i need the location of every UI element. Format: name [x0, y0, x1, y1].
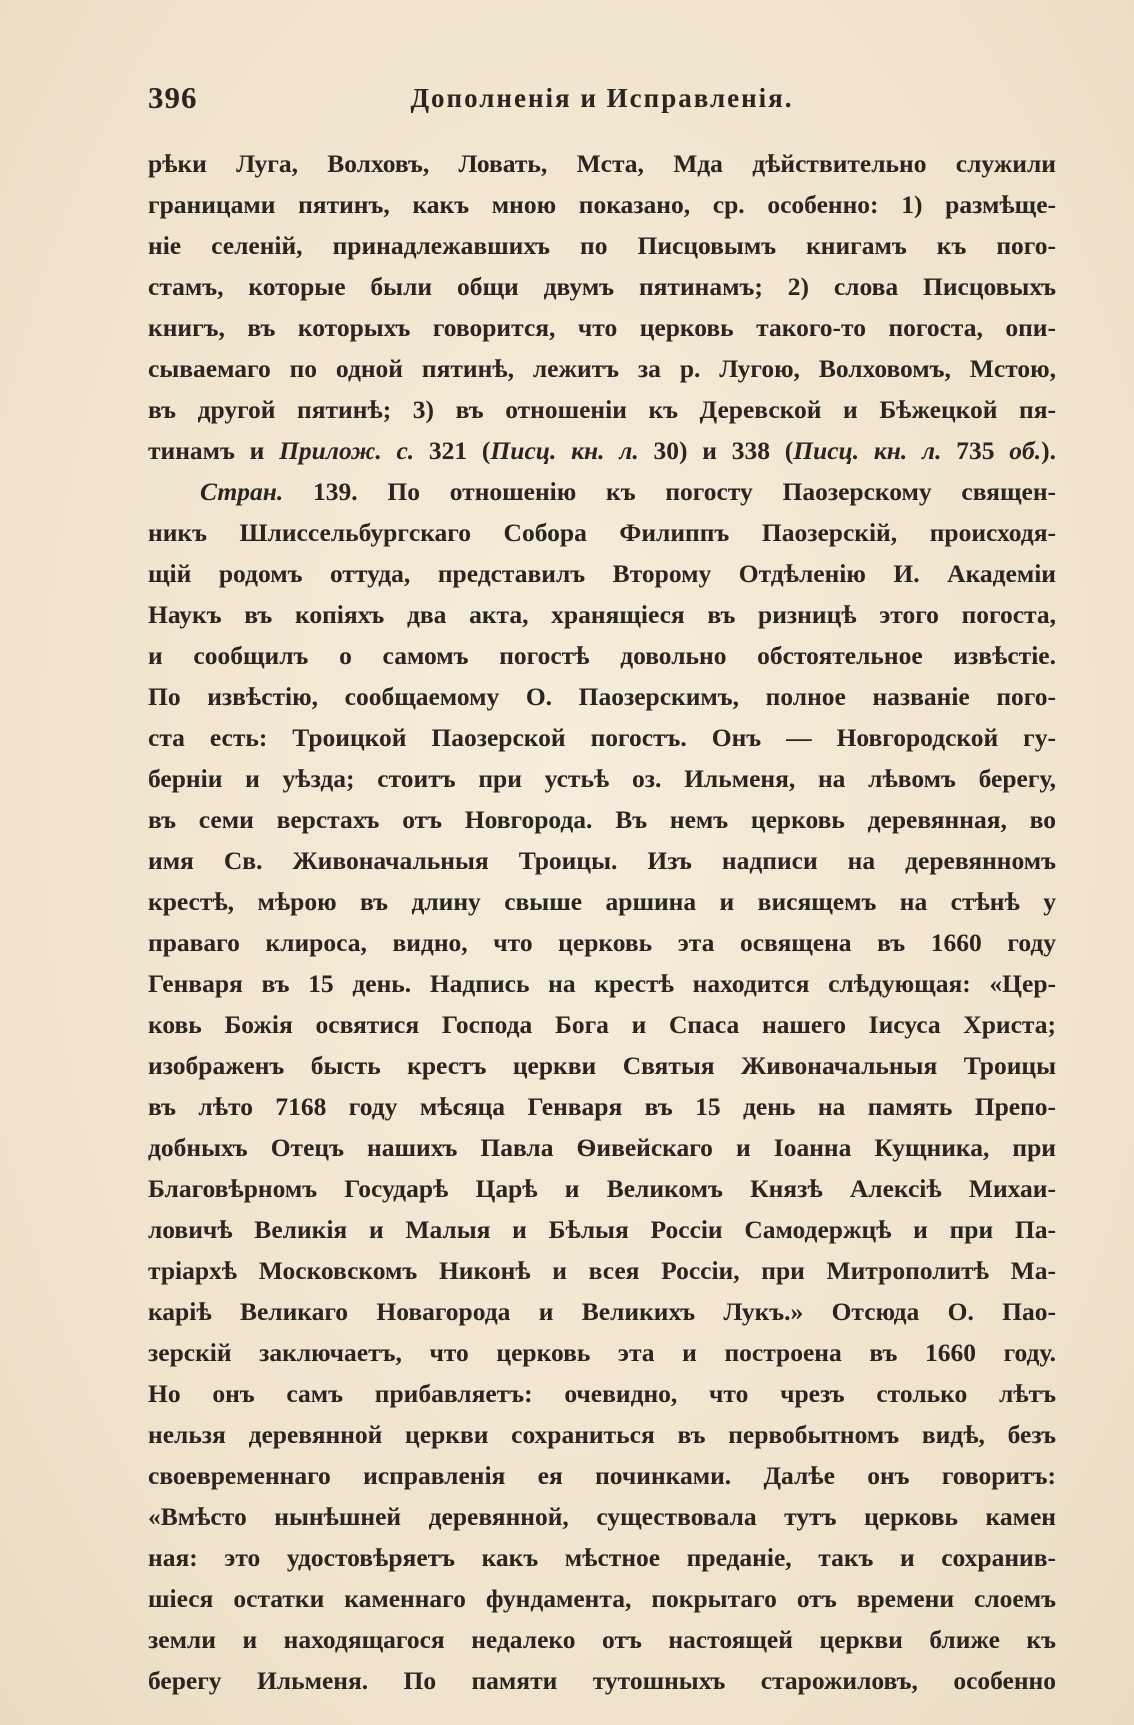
italic-reference: об. [1009, 436, 1042, 465]
text-segment: 139. По отношенію къ погосту Паозерскому священ- [283, 477, 1056, 506]
text-segment: ). [1041, 436, 1056, 465]
body-text [148, 143, 1056, 1701]
text-line: щій родомъ оттуда, представилъ Второму Отдѣленію И. Академіи [148, 559, 1056, 588]
text-line: праваго клироса, видно, что церковь эта освящена въ 1660 году [148, 928, 1056, 957]
text-line: и сообщилъ о самомъ погостѣ довольно обстоятельное извѣстіе. [148, 641, 1056, 670]
text-line: Но онъ самъ прибавляетъ: очевидно, что чрезъ столько лѣтъ [148, 1379, 1056, 1408]
text-line: стамъ, которые были общи двумъ пятинамъ; 2) слова Писцовыхъ [148, 272, 1056, 301]
text-line: крестѣ, мѣрою въ длину свыше аршина и висящемъ на стѣнѣ у [148, 887, 1056, 916]
text-line: границами пятинъ, какъ мною показано, ср. особенно: 1) размѣще- [148, 190, 1056, 219]
text-line: въ другой пятинѣ; 3) въ отношеніи къ Деревской и Бѣжецкой пя- [148, 395, 1056, 424]
text-line: Наукъ въ копіяхъ два акта, хранящіеся въ ризницѣ этого погоста, [148, 600, 1056, 629]
text-line: земли и находящагося недалеко отъ настоящей церкви ближе къ [148, 1625, 1056, 1654]
text-line: въ лѣто 7168 году мѣсяца Генваря въ 15 день на память Препо- [148, 1092, 1056, 1121]
italic-reference: Стран. [200, 477, 284, 506]
italic-reference: Писц. кн. л. [793, 436, 942, 465]
italic-reference: Прилож. с. [279, 436, 415, 465]
text-line: сываемаго по одной пятинѣ, лежитъ за р. Лугою, Волховомъ, Мстою, [148, 354, 1056, 383]
text-line: ная: это удостовѣряетъ какъ мѣстное преданіе, такъ и сохранив- [148, 1543, 1056, 1572]
text-line: изображенъ бысть крестъ церкви Святыя Живоначальныя Троицы [148, 1051, 1056, 1080]
text-line: каріѣ Великаго Новагорода и Великихъ Лукъ.» Отсюда О. Пао- [148, 1297, 1056, 1326]
text-line: ста есть: Троицкой Паозерской погостъ. Онъ — Новгородской гу- [148, 723, 1056, 752]
text-line: въ семи верстахъ отъ Новгорода. Въ немъ церковь деревянная, во [148, 805, 1056, 834]
text-line: ловичѣ Великія и Малыя и Бѣлыя Россіи Самодержцѣ и при Па- [148, 1215, 1056, 1244]
text-line: рѣки Луга, Волховъ, Ловать, Мста, Мда дѣйствительно служили [148, 149, 1056, 178]
text-line: Благовѣрномъ Государѣ Царѣ и Великомъ Князѣ Алексіѣ Михаи- [148, 1174, 1056, 1203]
text-line: зерскій заключаетъ, что церковь эта и построена въ 1660 году. [148, 1338, 1056, 1367]
text-line: берегу Ильменя. По памяти тутошныхъ старожиловъ, особенно [148, 1666, 1056, 1695]
text-line: берніи и уѣзда; стоитъ при устьѣ оз. Ильменя, на лѣвомъ берегу, [148, 764, 1056, 793]
text-line: книгъ, въ которыхъ говорится, что церковь такого-то погоста, опи- [148, 313, 1056, 342]
text-line: своевременнаго исправленія ея починками. Далѣе онъ говоритъ: [148, 1461, 1056, 1490]
text-line: тріархѣ Московскомъ Никонѣ и всея Россіи, при Митрополитѣ Ма- [148, 1256, 1056, 1285]
page-number: 396 [148, 80, 198, 115]
text-line: никъ Шлиссельбургскаго Собора Филиппъ Паозерскій, происходя- [148, 518, 1056, 547]
text-line-with-references [148, 430, 1056, 471]
page-header [148, 80, 1056, 120]
text-line: По извѣстію, сообщаемому О. Паозерскимъ, полное названіе пого- [148, 682, 1056, 711]
text-line: ніе селеній, принадлежавшихъ по Писцовымъ книгамъ къ пого- [148, 231, 1056, 260]
text-line: Генваря въ 15 день. Надпись на крестѣ находится слѣдующая: «Цер- [148, 969, 1056, 998]
text-segment: 321 ( [414, 436, 491, 465]
text-line: нельзя деревянной церкви сохраниться въ первобытномъ видѣ, безъ [148, 1420, 1056, 1449]
text-line: «Вмѣсто нынѣшней деревянной, существовала тутъ церковь камен [148, 1502, 1056, 1531]
text-line: ковь Божія освятися Господа Бога и Спаса нашего Іисуса Христа; [148, 1010, 1056, 1039]
text-segment: тинамъ и [148, 436, 280, 465]
text-line: добныхъ Отецъ нашихъ Павла Ѳивейскаго и Іоанна Кущника, при [148, 1133, 1056, 1162]
text-segment: 30) и 338 ( [638, 436, 794, 465]
text-line: имя Св. Живоначальныя Троицы. Изъ надписи на деревянномъ [148, 846, 1056, 875]
text-line: шіеся остатки каменнаго фундамента, покрытаго отъ времени слоемъ [148, 1584, 1056, 1613]
text-segment: 735 [941, 436, 1010, 465]
italic-reference: Писц. кн. л. [490, 436, 639, 465]
running-title: Дополненія и Исправленія. [410, 83, 794, 113]
paragraph-start-line [148, 471, 1056, 512]
